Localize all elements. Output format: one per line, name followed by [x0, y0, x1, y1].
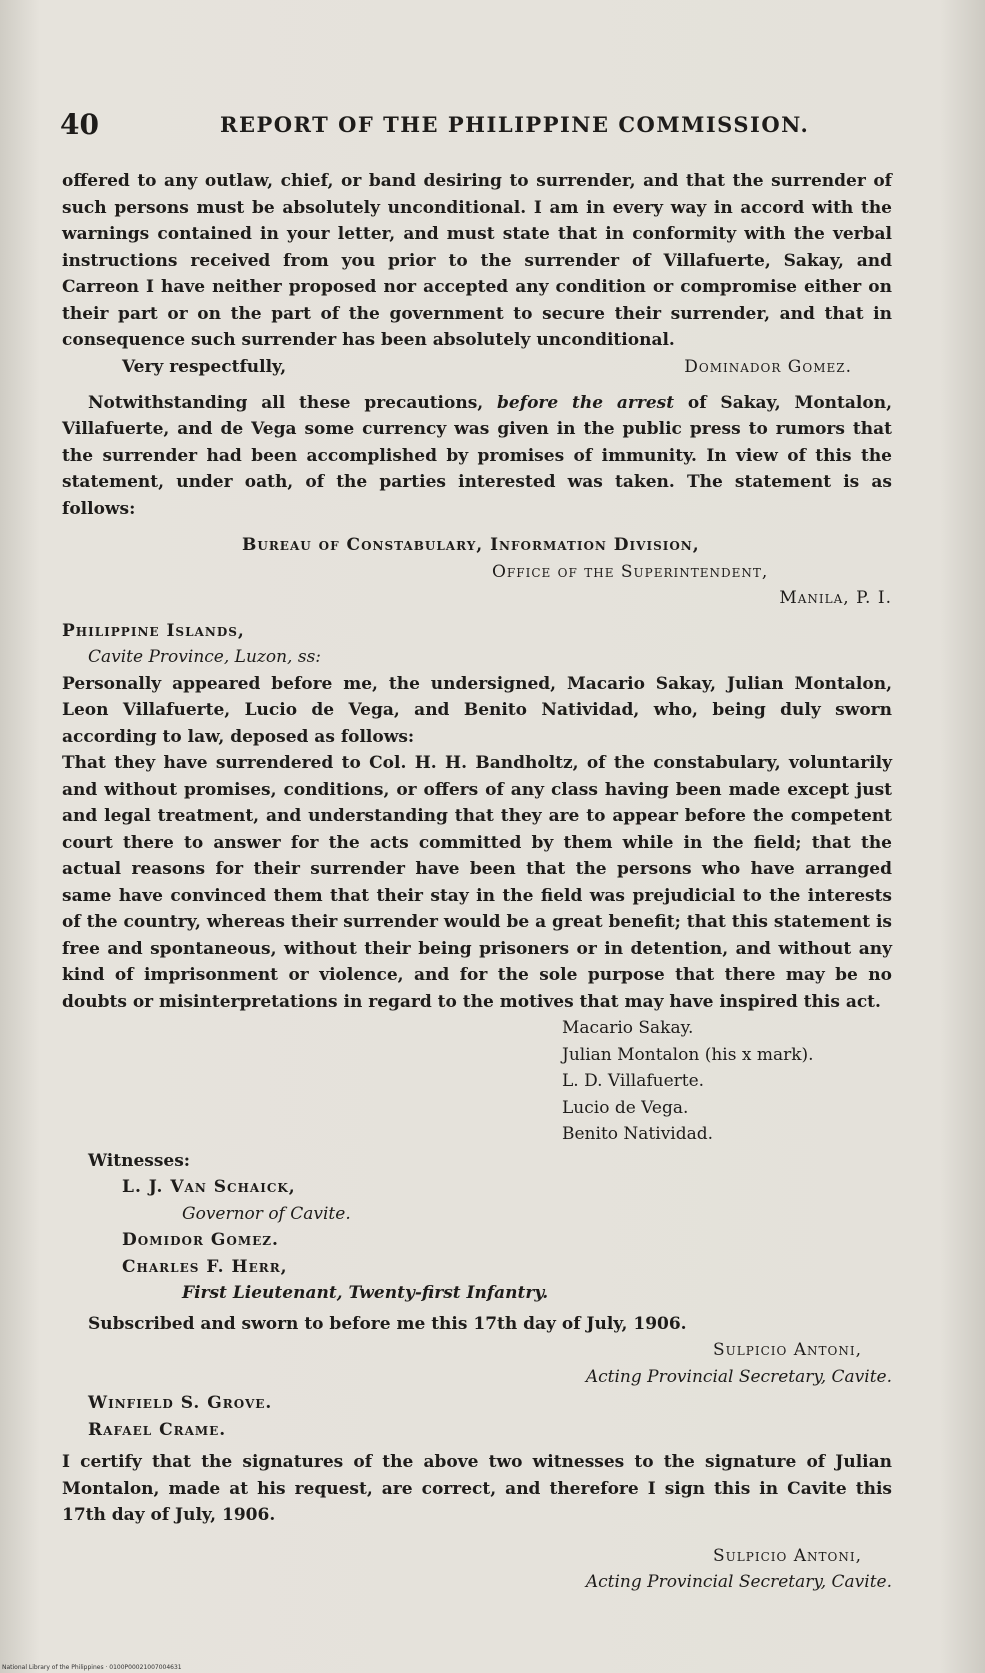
deposition-paragraph: That they have surrendered to Col. H. H. Bandholtz, of the constabulary, voluntarily and without promises, conditions, or offers of any class having been made except just and legal treatment, and understanding that they are to appear before the competent court there to answer for the acts committed by them while in the field; that the actual reasons for their surrender have been that the persons who have arranged same have convinced them that their stay in the field was prejudicial to the interests of the country, whereas their surrender would be a great benefit; that this statement is free and spontaneous, without their being prisoners or in detention, and without any kind of imprisonment or violence, and for the sole purpose that there may be no doubts or misinterpretations in regard to the motives that may have inspired this act. — [62, 753, 892, 1012]
witness-name: Domidor Gomez. — [122, 1230, 279, 1250]
signatory: Lucio de Vega. — [562, 1097, 689, 1118]
narrative-text-a: Notwithstanding all these precautions, — [88, 392, 498, 413]
page-number: 40 — [60, 108, 99, 141]
letter-closing — [62, 354, 892, 380]
bureau-line-1: Bureau of Constabulary, Information Division, — [242, 535, 700, 555]
running-head: REPORT OF THE PHILIPPINE COMMISSION. — [220, 112, 810, 137]
subscribed-line: Subscribed and sworn to before me this 17th day of July, 1906. — [88, 1313, 687, 1334]
witness-name: Charles F. Herr, — [122, 1256, 288, 1277]
official-signature-2 — [62, 1543, 892, 1596]
official-name: Sulpicio Antoni, — [713, 1340, 862, 1360]
signatories-block — [62, 1015, 892, 1148]
signatory: L. D. Villafuerte. — [562, 1071, 705, 1091]
witness-title: Governor of Cavite. — [182, 1203, 351, 1224]
certification-paragraph: I certify that the signatures of the above two witnesses to the signature of Julian Montalon, made at his request, are correct, and therefore I sign this in Cavite this 17th day of July, 1906. — [62, 1452, 892, 1525]
witnesses-label: Witnesses: — [88, 1150, 191, 1171]
witness-name: Winfield S. Grove. — [88, 1393, 273, 1413]
bureau-line-3: Manila, P. I. — [779, 588, 892, 608]
venue-block — [62, 618, 892, 671]
narrative-paragraph — [62, 390, 892, 523]
witness-name: L. J. Van Schaick, — [122, 1177, 296, 1197]
official-title: Acting Provincial Secretary, Cavite. — [585, 1572, 892, 1592]
closing-signature: Dominador Gomez. — [684, 356, 852, 377]
body-text — [62, 168, 892, 1596]
official-name: Sulpicio Antoni, — [713, 1545, 862, 1566]
witness-title: First Lieutenant, Twenty-first Infantry. — [182, 1283, 549, 1303]
closing-salutation: Very respectfully, — [122, 356, 287, 377]
official-signature-1 — [62, 1337, 892, 1390]
witness-name: Rafael Crame. — [88, 1419, 227, 1440]
appearance-paragraph: Personally appeared before me, the undersigned, Macario Sakay, Julian Montalon, Leon Villafuerte, Lucio de Vega, and Benito Natividad, who, being duly sworn according to law, deposed as follows: — [62, 673, 892, 747]
narrative-text-italic: before the arrest — [497, 392, 675, 413]
narrative-text-c: of Sakay, Montalon, Villafuerte, and de Vega some currency was given in the public press to rumors that the surrender had been accomplished by promises of immunity. In view of this the statement, under oath, of the parties interested was taken. The statement is as follows: — [62, 392, 892, 519]
letter-paragraph: offered to any outlaw, chief, or band desiring to surrender, and that the surrender of such persons must be absolutely unconditional. I am in every way in accord with the warnings contained in your letter, and must state that in conformity with the verbal instructions received from you prior to the surrender of Villafuerte, Sakay, and Carreon I have neither proposed nor accepted any condition or compromise either on their part or on the part of the government to secure their surrender, and that in consequence such surrender has been absolutely unconditional. — [62, 171, 892, 350]
bureau-heading — [62, 532, 892, 612]
venue-line-2: Cavite Province, Luzon, ss: — [88, 647, 322, 667]
page-header — [60, 108, 940, 148]
signatory: Benito Natividad. — [562, 1124, 714, 1144]
official-title: Acting Provincial Secretary, Cavite. — [585, 1366, 892, 1387]
signatory: Macario Sakay. — [562, 1018, 694, 1038]
scan-footer: National Library of the Philippines · 0100P00021007004631 — [2, 1664, 182, 1671]
witnesses-block — [62, 1148, 892, 1307]
signatory: Julian Montalon (his x mark). — [562, 1044, 814, 1065]
venue-line-1: Philippine Islands, — [62, 620, 245, 641]
bureau-line-2: Office of the Superintendent, — [492, 561, 769, 582]
second-witnesses — [62, 1390, 892, 1443]
